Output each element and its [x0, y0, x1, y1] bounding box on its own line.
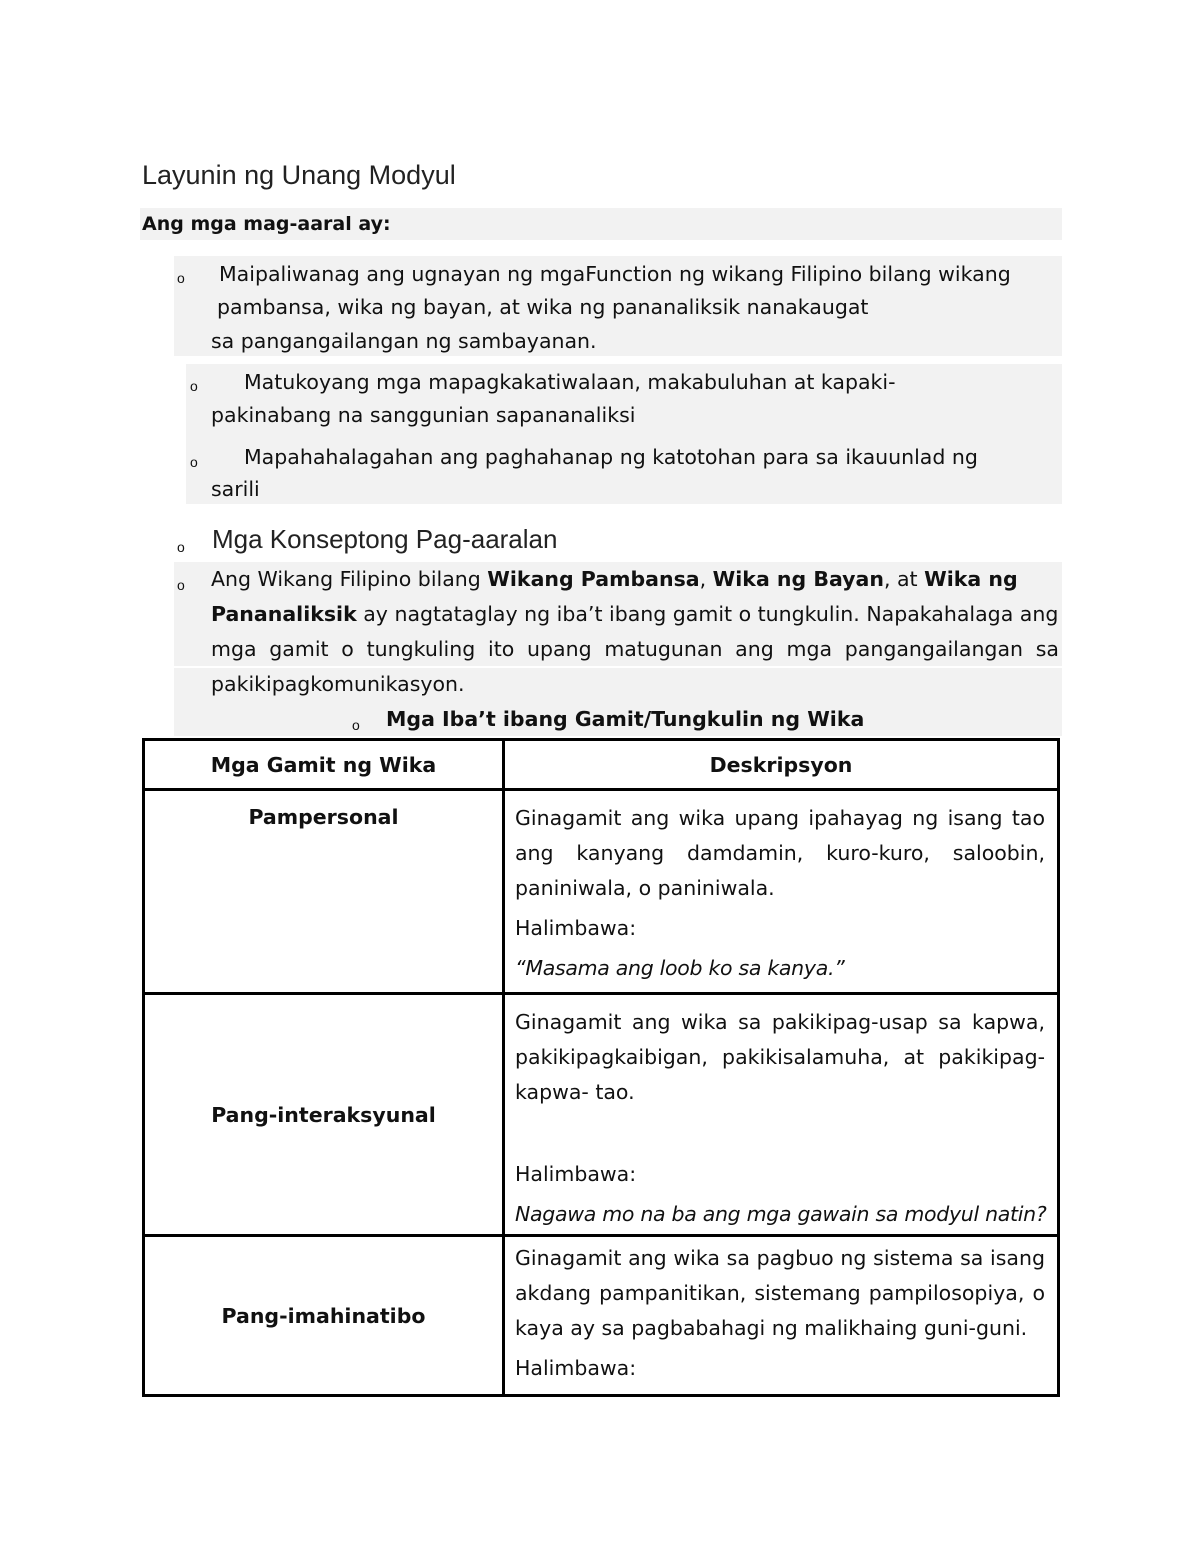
objectives-lead	[140, 208, 1062, 240]
description-text: Ginagamit ang wika upang ipahayag ng isang tao ang kanyang damdamin, kuro-kuro, saloobin, paniniwala, o paniniwala.	[515, 806, 1045, 900]
table-row	[144, 994, 1059, 1236]
example-text: “Masama ang loob ko sa kanya.”	[515, 956, 845, 980]
term-wika-ng: Wika ng	[924, 567, 1018, 591]
bullet-icon: o	[177, 577, 185, 593]
gamit-name: Pang-interaksyunal	[211, 1102, 436, 1127]
row-gamit-cell	[144, 1236, 504, 1396]
row-description-cell	[504, 1236, 1059, 1396]
paragraph-line-3: mga gamit o tungkuling ito upang matugunan ang mga pangangailangan sa	[211, 637, 1059, 661]
paragraph-text: , at	[883, 567, 925, 591]
gamit-name: Pampersonal	[248, 805, 399, 829]
example-label: Halimbawa:	[515, 1356, 637, 1380]
lead-text: Ang mga mag-aaral ay:	[142, 213, 391, 235]
paragraph-text: ay nagtataglay ng iba’t ibang gamit o tungkulin. Napakahalaga ang	[356, 602, 1059, 626]
page-title: Layunin ng Unang Modyul	[142, 160, 456, 190]
column-header-deskripsyon: Deskripsyon	[504, 740, 1059, 790]
description-text: Ginagamit ang wika sa pakikipag-usap sa kapwa, pakikipagkaibigan, pakikisalamuha, at pakikipag-kapwa- tao.	[515, 1010, 1045, 1104]
description-text: Ginagamit ang wika sa pagbuo ng sistema sa isang akdang pampanitikan, sistemang pampilosopiya, o kaya ay sa pagbabahagi ng malikhaing guni-guni.	[515, 1246, 1045, 1340]
paragraph-line-4: pakikipagkomunikasyon.	[211, 672, 465, 696]
objective-1-line-3: sa pangangailangan ng sambayanan.	[211, 329, 597, 353]
row-gamit-cell	[144, 994, 504, 1236]
bullet-icon: o	[177, 270, 185, 286]
bullet-icon: o	[190, 454, 198, 470]
paragraph-text: ,	[699, 567, 713, 591]
table-row	[144, 1236, 1059, 1396]
paragraph-text: Ang Wikang Filipino bilang	[211, 567, 488, 591]
objective-1-line-1: Maipaliwanag ang ugnayan ng mgaFunction ng wikang Filipino bilang wikang	[219, 262, 1011, 286]
gamit-name: Pang-imahinatibo	[221, 1303, 426, 1328]
functions-table	[142, 738, 1060, 1397]
paragraph-line-2	[211, 597, 1058, 632]
objective-2-line-2: pakinabang na sanggunian sapananaliksi	[211, 403, 636, 427]
objective-3-line-2: sarili	[211, 477, 260, 501]
table-row	[144, 790, 1059, 994]
term-wika-ng-bayan: Wika ng Bayan	[712, 567, 884, 591]
paragraph-line-1	[211, 562, 1018, 597]
bullet-icon: o	[352, 717, 360, 733]
example-label: Halimbawa:	[515, 916, 637, 940]
example-label: Halimbawa:	[515, 1162, 637, 1186]
row-description-cell	[504, 994, 1059, 1236]
objective-2-line-1: Matukoyang mga mapagkakatiwalaan, makabuluhan at kapaki-	[244, 370, 896, 394]
table-header-row	[144, 740, 1059, 790]
row-description-cell	[504, 790, 1059, 994]
term-pananaliksik: Pananaliksik	[211, 602, 357, 626]
example-text: Nagawa mo na ba ang mga gawain sa modyul natin?	[515, 1202, 1047, 1226]
table-heading: Mga Iba’t ibang Gamit/Tungkulin ng Wika	[386, 707, 865, 731]
column-header-gamit: Mga Gamit ng Wika	[144, 740, 504, 790]
concepts-heading: Mga Konseptong Pag-aaralan	[212, 524, 558, 554]
term-wikang-pambansa: Wikang Pambansa	[487, 567, 700, 591]
objective-1-line-2: pambansa, wika ng bayan, at wika ng pananaliksik nanakaugat	[217, 295, 869, 319]
objective-3-line-1: Mapahahalagahan ang paghahanap ng katotohan para sa ikauunlad ng	[244, 445, 978, 469]
bullet-icon: o	[190, 378, 198, 394]
bullet-icon: o	[177, 539, 185, 555]
row-gamit-cell	[144, 790, 504, 994]
